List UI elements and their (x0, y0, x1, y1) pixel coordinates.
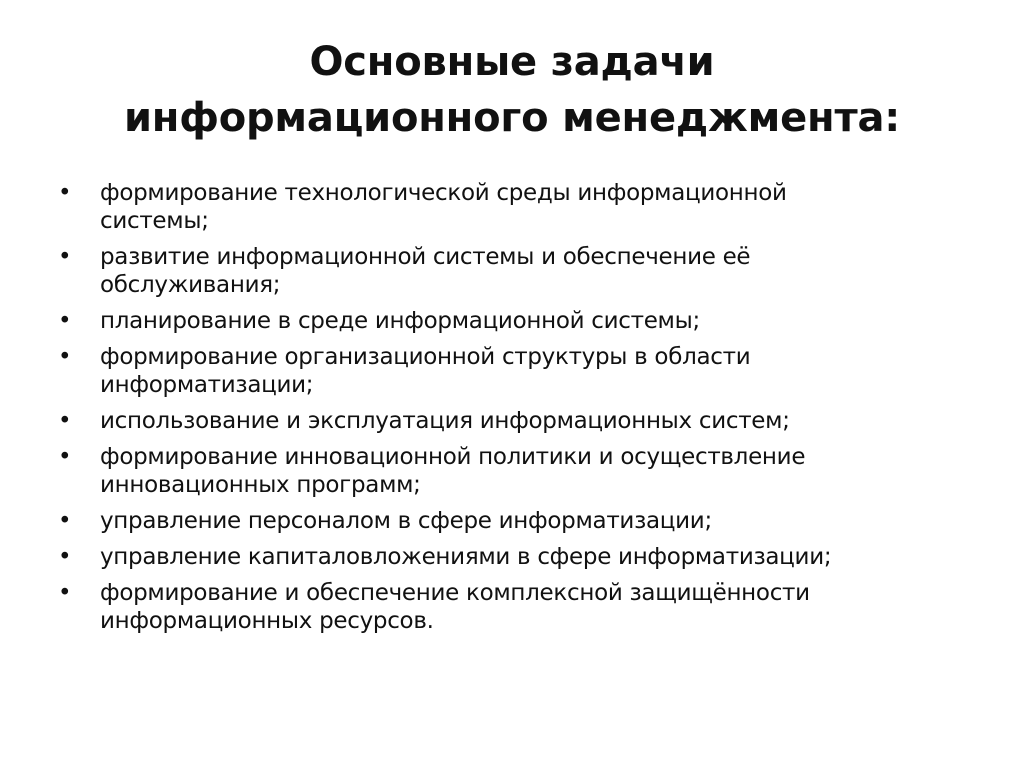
list-item (58, 343, 958, 399)
bullet-icon: • (58, 508, 72, 534)
list-item-line: планирование в среде информационной системы; (100, 308, 700, 334)
list-item-line: формирование организационной структуры в области (100, 344, 751, 370)
bullet-icon: • (58, 180, 72, 206)
list-item-line: формирование технологической среды информационной (100, 180, 787, 206)
list-item (58, 507, 958, 535)
list-item-text (100, 579, 958, 635)
list-item-line: развитие информационной системы и обеспечение её (100, 244, 751, 270)
list-item-line: управление персоналом в сфере информатизации; (100, 508, 712, 534)
slide-title-line-2: информационного менеджмента: (123, 95, 901, 141)
list-item-text (100, 243, 958, 299)
list-item-line: информационных ресурсов. (100, 608, 434, 634)
list-item (58, 579, 958, 635)
list-item-text (100, 343, 958, 399)
list-item-text (100, 407, 958, 435)
list-item-line: управление капиталовложениями в сфере информатизации; (100, 544, 832, 570)
list-item (58, 179, 958, 235)
list-item (58, 407, 958, 435)
list-item-line: использование и эксплуатация информационных систем; (100, 408, 790, 434)
list-item-line: формирование инновационной политики и осуществление (100, 444, 806, 470)
list-item-line: инновационных программ; (100, 472, 421, 498)
bullet-icon: • (58, 408, 72, 434)
list-item-line: информатизации; (100, 372, 314, 398)
slide-title-line-1: Основные задачи (309, 39, 715, 85)
bullet-icon: • (58, 344, 72, 370)
list-item-text (100, 307, 958, 335)
bullet-icon: • (58, 308, 72, 334)
list-item-text (100, 179, 958, 235)
bullet-icon: • (58, 580, 72, 606)
bullet-icon: • (58, 244, 72, 270)
list-item-line: обслуживания; (100, 272, 281, 298)
list-item-line: формирование и обеспечение комплексной защищённости (100, 580, 810, 606)
bullet-icon: • (58, 444, 72, 470)
list-item (58, 243, 958, 299)
list-item-text (100, 507, 958, 535)
bullet-icon: • (58, 544, 72, 570)
slide-title (40, 34, 984, 146)
task-bullet-list (58, 179, 958, 643)
list-item-line: системы; (100, 208, 209, 234)
list-item (58, 543, 958, 571)
list-item (58, 443, 958, 499)
list-item-text (100, 443, 958, 499)
list-item-text (100, 543, 958, 571)
list-item (58, 307, 958, 335)
